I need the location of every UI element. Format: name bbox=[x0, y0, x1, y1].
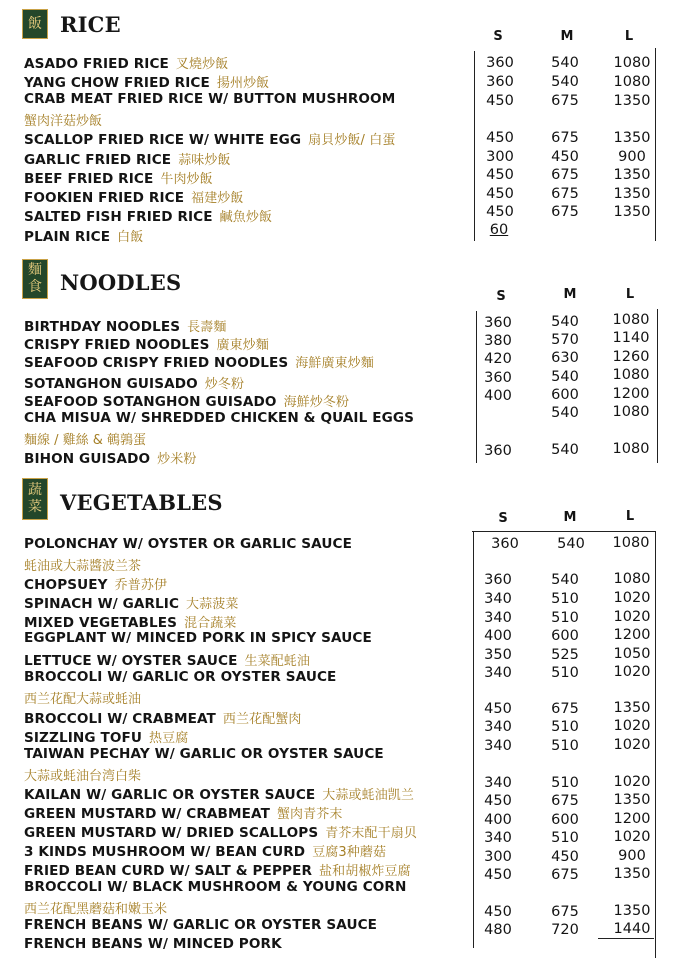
rice-price-l: 1350 bbox=[613, 93, 651, 109]
vegetables-price-s: 360 bbox=[491, 536, 519, 552]
noodles-price-s: 420 bbox=[484, 351, 512, 367]
vegetables-price-l: 1350 bbox=[613, 866, 651, 882]
rice-price-s: 450 bbox=[486, 130, 514, 146]
rice-item: ASADO FRIED RICE 叉燒炒飯 bbox=[24, 56, 229, 72]
vegetables-price-l: 1350 bbox=[613, 903, 651, 919]
vegetables-price-l: 1080 bbox=[613, 571, 651, 587]
rice-price-s: 300 bbox=[486, 149, 514, 165]
vegetables-price-m: 600 bbox=[551, 628, 579, 644]
vegetables-price-m: 510 bbox=[551, 738, 579, 754]
rice-price-s: 450 bbox=[486, 204, 514, 220]
vegetables-price-m: 675 bbox=[551, 904, 579, 920]
vegetables-item: GREEN MUSTARD W/ CRABMEAT 蟹肉青芥末 bbox=[24, 806, 343, 822]
vegetables-price-m: 600 bbox=[551, 812, 579, 828]
vegetables-price-m: 675 bbox=[551, 701, 579, 717]
noodles-price-l: 1080 bbox=[612, 441, 650, 457]
rice-item: BEEF FRIED RICE 牛肉炒飯 bbox=[24, 171, 213, 187]
noodles-price-m: 540 bbox=[551, 369, 579, 385]
vegetables-bottom-rule bbox=[598, 938, 654, 939]
vegetables-item: GREEN MUSTARD W/ DRIED SCALLOPS 青芥末配干扇贝 bbox=[24, 825, 417, 841]
vegetables-price-s: 360 bbox=[484, 572, 512, 588]
rice-price-l: 1080 bbox=[613, 74, 651, 90]
vegetables-item: FRENCH BEANS W/ MINCED PORK bbox=[24, 936, 282, 952]
vegetables-price-l: 1020 bbox=[613, 590, 651, 606]
vegetables-price-s: 400 bbox=[484, 628, 512, 644]
rice-price-s: 450 bbox=[486, 93, 514, 109]
rice-col-s: S bbox=[493, 29, 503, 44]
rice-price-m: 675 bbox=[551, 167, 579, 183]
noodles-price-m: 540 bbox=[551, 442, 579, 458]
vegetables-price-m: 510 bbox=[551, 591, 579, 607]
vegetables-badge-char: 蔬 bbox=[28, 482, 42, 498]
noodles-item: CRISPY FRIED NOODLES 廣東炒麵 bbox=[24, 337, 269, 353]
vegetables-price-m: 540 bbox=[557, 536, 585, 552]
vegetables-item: SPINACH W/ GARLIC 大蒜菠菜 bbox=[24, 596, 239, 612]
rice-price-m: 675 bbox=[551, 204, 579, 220]
vegetables-item: BROCCOLI W/ BLACK MUSHROOM & YOUNG CORN bbox=[24, 879, 407, 895]
rice-item-zh: 蟹肉洋菇炒飯 bbox=[24, 114, 103, 129]
noodles-price-s: 380 bbox=[484, 333, 512, 349]
vegetables-price-l: 1440 bbox=[613, 921, 651, 937]
vegetables-item: FRENCH BEANS W/ GARLIC OR OYSTER SAUCE bbox=[24, 917, 378, 933]
vegetables-price-l: 1020 bbox=[613, 609, 651, 625]
rice-price-l: 1080 bbox=[613, 55, 651, 71]
vegetables-price-m: 720 bbox=[551, 922, 579, 938]
noodles-price-l: 1080 bbox=[612, 367, 650, 383]
rice-price-l: 1350 bbox=[613, 204, 651, 220]
noodles-badge-char: 食 bbox=[28, 279, 42, 295]
noodles-item-zh: 麵線 / 雞絲 & 鵪鶉蛋 bbox=[24, 433, 147, 448]
vegetables-price-l: 1200 bbox=[613, 811, 651, 827]
vegetables-price-m: 510 bbox=[551, 719, 579, 735]
rice-price-l: 900 bbox=[618, 149, 646, 165]
vegetables-price-l: 1350 bbox=[613, 792, 651, 808]
noodles-price-s: 360 bbox=[484, 315, 512, 331]
vegetables-price-m: 450 bbox=[551, 849, 579, 865]
vegetables-price-m: 510 bbox=[551, 830, 579, 846]
rice-title: RICE bbox=[60, 12, 121, 37]
vegetables-price-s: 340 bbox=[484, 775, 512, 791]
vegetables-price-s: 340 bbox=[484, 719, 512, 735]
noodles-item: BIRTHDAY NOODLES 長壽麵 bbox=[24, 319, 227, 335]
rice-col-l: L bbox=[624, 29, 634, 44]
rice-price-m: 450 bbox=[551, 149, 579, 165]
rice-price-l: 1350 bbox=[613, 186, 651, 202]
noodles-divider-right bbox=[657, 309, 658, 463]
vegetables-price-m: 510 bbox=[551, 775, 579, 791]
rice-price-l: 1350 bbox=[613, 167, 651, 183]
vegetables-item: TAIWAN PECHAY W/ GARLIC OR OYSTER SAUCE bbox=[24, 746, 384, 762]
noodles-badge-char: 麵 bbox=[28, 262, 42, 278]
vegetables-badge-char: 菜 bbox=[28, 499, 42, 515]
rice-item: YANG CHOW FRIED RICE 揚州炒飯 bbox=[24, 75, 270, 91]
vegetables-price-s: 450 bbox=[484, 701, 512, 717]
rice-item: PLAIN RICE 白飯 bbox=[24, 229, 144, 245]
vegetables-price-m: 540 bbox=[551, 572, 579, 588]
rice-price-m: 540 bbox=[551, 74, 579, 90]
rice-item: FOOKIEN FRIED RICE 福建炒飯 bbox=[24, 190, 244, 206]
noodles-title: NOODLES bbox=[60, 270, 182, 295]
vegetables-price-l: 1020 bbox=[613, 718, 651, 734]
rice-badge-icon bbox=[22, 9, 48, 39]
rice-price-l: 1350 bbox=[613, 130, 651, 146]
rice-price-s: 450 bbox=[486, 167, 514, 183]
noodles-item: SEAFOOD SOTANGHON GUISADO 海鮮炒冬粉 bbox=[24, 394, 350, 410]
vegetables-price-l: 1200 bbox=[613, 627, 651, 643]
vegetables-price-l: 1020 bbox=[613, 664, 651, 680]
vegetables-title: VEGETABLES bbox=[60, 490, 223, 515]
vegetables-item: EGGPLANT W/ MINCED PORK IN SPICY SAUCE bbox=[24, 630, 372, 646]
rice-price-s: 60 bbox=[489, 222, 509, 238]
vegetables-price-s: 340 bbox=[484, 610, 512, 626]
noodles-price-s: 360 bbox=[484, 443, 512, 459]
vegetables-price-m: 525 bbox=[551, 647, 579, 663]
noodles-item: SOTANGHON GUISADO 炒冬粉 bbox=[24, 376, 245, 392]
vegetables-item: CHOPSUEY 乔普苏伊 bbox=[24, 577, 168, 593]
rice-price-m: 675 bbox=[551, 93, 579, 109]
vegetables-price-s: 450 bbox=[484, 867, 512, 883]
rice-col-m: M bbox=[560, 29, 574, 44]
rice-item: SCALLOP FRIED RICE W/ WHITE EGG 扇貝炒飯/ 白蛋 bbox=[24, 132, 396, 148]
vegetables-item: BROCCOLI W/ CRABMEAT 西兰花配蟹肉 bbox=[24, 711, 302, 727]
vegetables-price-l: 900 bbox=[618, 848, 646, 864]
rice-item: CRAB MEAT FRIED RICE W/ BUTTON MUSHROOM bbox=[24, 91, 396, 107]
vegetables-item: SIZZLING TOFU 热豆腐 bbox=[24, 730, 189, 746]
vegetables-item-zh: 大蒜或蚝油台湾白柴 bbox=[24, 769, 142, 784]
vegetables-price-s: 350 bbox=[484, 647, 512, 663]
vegetables-col-s: S bbox=[498, 511, 508, 526]
vegetables-price-s: 480 bbox=[484, 922, 512, 938]
noodles-item: SEAFOOD CRISPY FRIED NOODLES 海鮮廣東炒麵 bbox=[24, 355, 374, 371]
vegetables-price-s: 450 bbox=[484, 793, 512, 809]
noodles-price-s: 400 bbox=[484, 388, 512, 404]
vegetables-item-zh: 西兰花配黑蘑菇和嫩玉米 bbox=[24, 902, 168, 917]
noodles-item: CHA MISUA W/ SHREDDED CHICKEN & QUAIL EGGS bbox=[24, 410, 414, 426]
rice-item: GARLIC FRIED RICE 蒜味炒飯 bbox=[24, 152, 231, 168]
noodles-badge-icon bbox=[22, 259, 48, 299]
rice-price-m: 675 bbox=[551, 130, 579, 146]
noodles-price-m: 570 bbox=[551, 332, 579, 348]
vegetables-item-zh: 西兰花配大蒜或蚝油 bbox=[24, 692, 142, 707]
vegetables-price-s: 450 bbox=[484, 904, 512, 920]
noodles-col-m: M bbox=[563, 287, 577, 302]
noodles-price-l: 1080 bbox=[612, 312, 650, 328]
vegetables-badge-icon bbox=[22, 478, 48, 520]
vegetables-item: 3 KINDS MUSHROOM W/ BEAN CURD 豆腐3种蘑菇 bbox=[24, 844, 387, 860]
noodles-price-m: 630 bbox=[551, 350, 579, 366]
vegetables-price-s: 300 bbox=[484, 849, 512, 865]
vegetables-price-m: 675 bbox=[551, 793, 579, 809]
noodles-price-m: 600 bbox=[551, 387, 579, 403]
vegetables-price-s: 400 bbox=[484, 812, 512, 828]
vegetables-price-s: 340 bbox=[484, 830, 512, 846]
vegetables-item: FRIED BEAN CURD W/ SALT & PEPPER 盐和胡椒炸豆腐 bbox=[24, 863, 411, 879]
vegetables-price-m: 510 bbox=[551, 665, 579, 681]
vegetables-item-zh: 蚝油或大蒜醬波兰茶 bbox=[24, 559, 142, 574]
vegetables-price-m: 510 bbox=[551, 610, 579, 626]
noodles-price-l: 1080 bbox=[612, 404, 650, 420]
vegetables-price-s: 340 bbox=[484, 665, 512, 681]
rice-price-s: 360 bbox=[486, 74, 514, 90]
vegetables-item: BROCCOLI W/ GARLIC OR OYSTER SAUCE bbox=[24, 669, 337, 685]
rice-price-s: 450 bbox=[486, 186, 514, 202]
vegetables-top-rule bbox=[472, 531, 656, 532]
vegetables-price-l: 1020 bbox=[613, 829, 651, 845]
vegetables-price-l: 1020 bbox=[613, 737, 651, 753]
noodles-col-s: S bbox=[496, 289, 506, 304]
rice-badge-char: 飯 bbox=[28, 15, 42, 32]
vegetables-price-s: 340 bbox=[484, 738, 512, 754]
noodles-price-l: 1260 bbox=[612, 349, 650, 365]
vegetables-price-l: 1080 bbox=[612, 535, 650, 551]
noodles-price-l: 1140 bbox=[612, 330, 650, 346]
noodles-price-m: 540 bbox=[551, 405, 579, 421]
vegetables-item: POLONCHAY W/ OYSTER OR GARLIC SAUCE bbox=[24, 536, 352, 552]
noodles-item: BIHON GUISADO 炒米粉 bbox=[24, 451, 197, 467]
vegetables-col-m: M bbox=[563, 510, 577, 525]
rice-price-s: 360 bbox=[486, 55, 514, 71]
vegetables-item: LETTUCE W/ OYSTER SAUCE 生菜配蚝油 bbox=[24, 653, 311, 669]
rice-item: SALTED FISH FRIED RICE 鹹魚炒飯 bbox=[24, 209, 273, 225]
vegetables-item: MIXED VEGETABLES 混合蔬菜 bbox=[24, 615, 237, 631]
vegetables-price-l: 1020 bbox=[613, 774, 651, 790]
vegetables-price-s: 340 bbox=[484, 591, 512, 607]
rice-price-m: 540 bbox=[551, 55, 579, 71]
noodles-price-s: 360 bbox=[484, 370, 512, 386]
vegetables-price-l: 1050 bbox=[613, 646, 651, 662]
rice-price-m: 675 bbox=[551, 186, 579, 202]
noodles-price-l: 1200 bbox=[612, 386, 650, 402]
vegetables-price-m: 675 bbox=[551, 867, 579, 883]
noodles-col-l: L bbox=[625, 287, 635, 302]
vegetables-item: KAILAN W/ GARLIC OR OYSTER SAUCE 大蒜或蚝油凯兰 bbox=[24, 787, 414, 803]
vegetables-price-l: 1350 bbox=[613, 700, 651, 716]
vegetables-col-l: L bbox=[625, 509, 635, 524]
noodles-price-m: 540 bbox=[551, 314, 579, 330]
